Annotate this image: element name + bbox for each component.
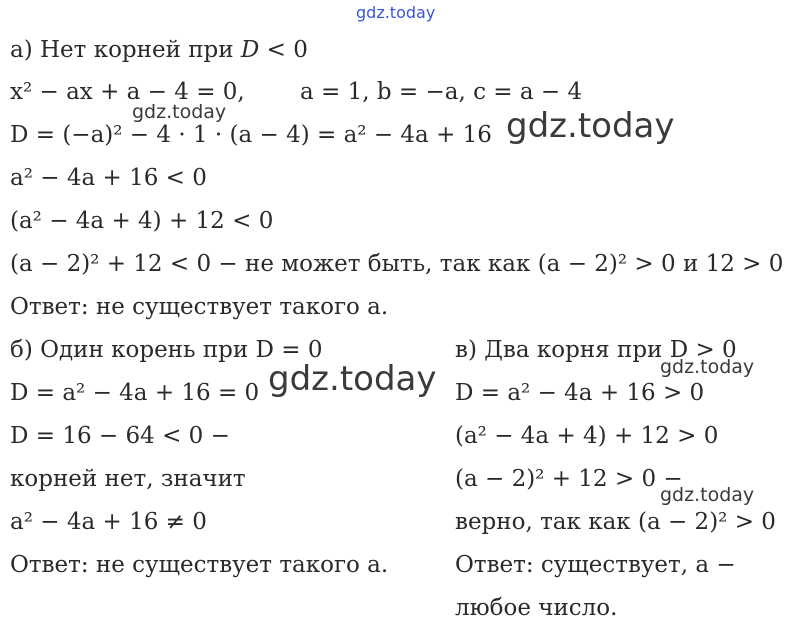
part-a-inequality-2: (a² − 4a + 4) + 12 < 0 (10, 208, 274, 234)
watermark-large: gdz.today (506, 106, 675, 146)
part-v-answer: Ответ: существует, a − (455, 552, 736, 578)
watermark: gdz.today (660, 356, 755, 378)
watermark: gdz.today (132, 101, 227, 123)
part-a-answer: Ответ: не существует такого a. (10, 294, 389, 320)
part-a-inequality-1: a² − 4a + 16 < 0 (10, 165, 207, 191)
part-a-heading-text: а) Нет корней при (10, 37, 241, 63)
part-v-reason: верно, так как (a − 2)² > 0 (455, 509, 776, 535)
part-a-discriminant: D = (−a)² − 4 · 1 · (a − 4) = a² − 4a + 16 (10, 122, 492, 148)
part-v-heading: в) Два корня при D > 0 (455, 337, 737, 363)
watermark-top: gdz.today (356, 3, 436, 22)
watermark-large: gdz.today (268, 359, 437, 399)
part-b-answer: Ответ: не существует такого a. (10, 552, 389, 578)
part-b-conclusion: корней нет, значит (10, 466, 246, 492)
part-a-coefficients: a = 1, b = −a, c = a − 4 (300, 79, 583, 105)
part-a-equation: x² − ax + a − 4 = 0, (10, 79, 245, 105)
part-a-inequality-3: (a − 2)² + 12 < 0 − не может быть, так как (a − 2)² > 0 и 12 > 0 (10, 251, 784, 277)
part-v-answer-cont: любое число. (455, 595, 618, 621)
part-v-inequality-1: (a² − 4a + 4) + 12 > 0 (455, 423, 719, 449)
part-b-inequality: a² − 4a + 16 ≠ 0 (10, 509, 207, 535)
part-b-calculation: D = 16 − 64 < 0 − (10, 423, 230, 449)
part-b-discriminant: D = a² − 4a + 16 = 0 (10, 380, 260, 406)
part-v-discriminant: D = a² − 4a + 16 > 0 (455, 380, 705, 406)
part-b-heading: б) Один корень при D = 0 (10, 337, 323, 363)
part-a-heading: а) Нет корней при D < 0 (10, 37, 308, 63)
part-v-inequality-2: (a − 2)² + 12 > 0 − (455, 466, 683, 492)
watermark: gdz.today (660, 484, 755, 506)
